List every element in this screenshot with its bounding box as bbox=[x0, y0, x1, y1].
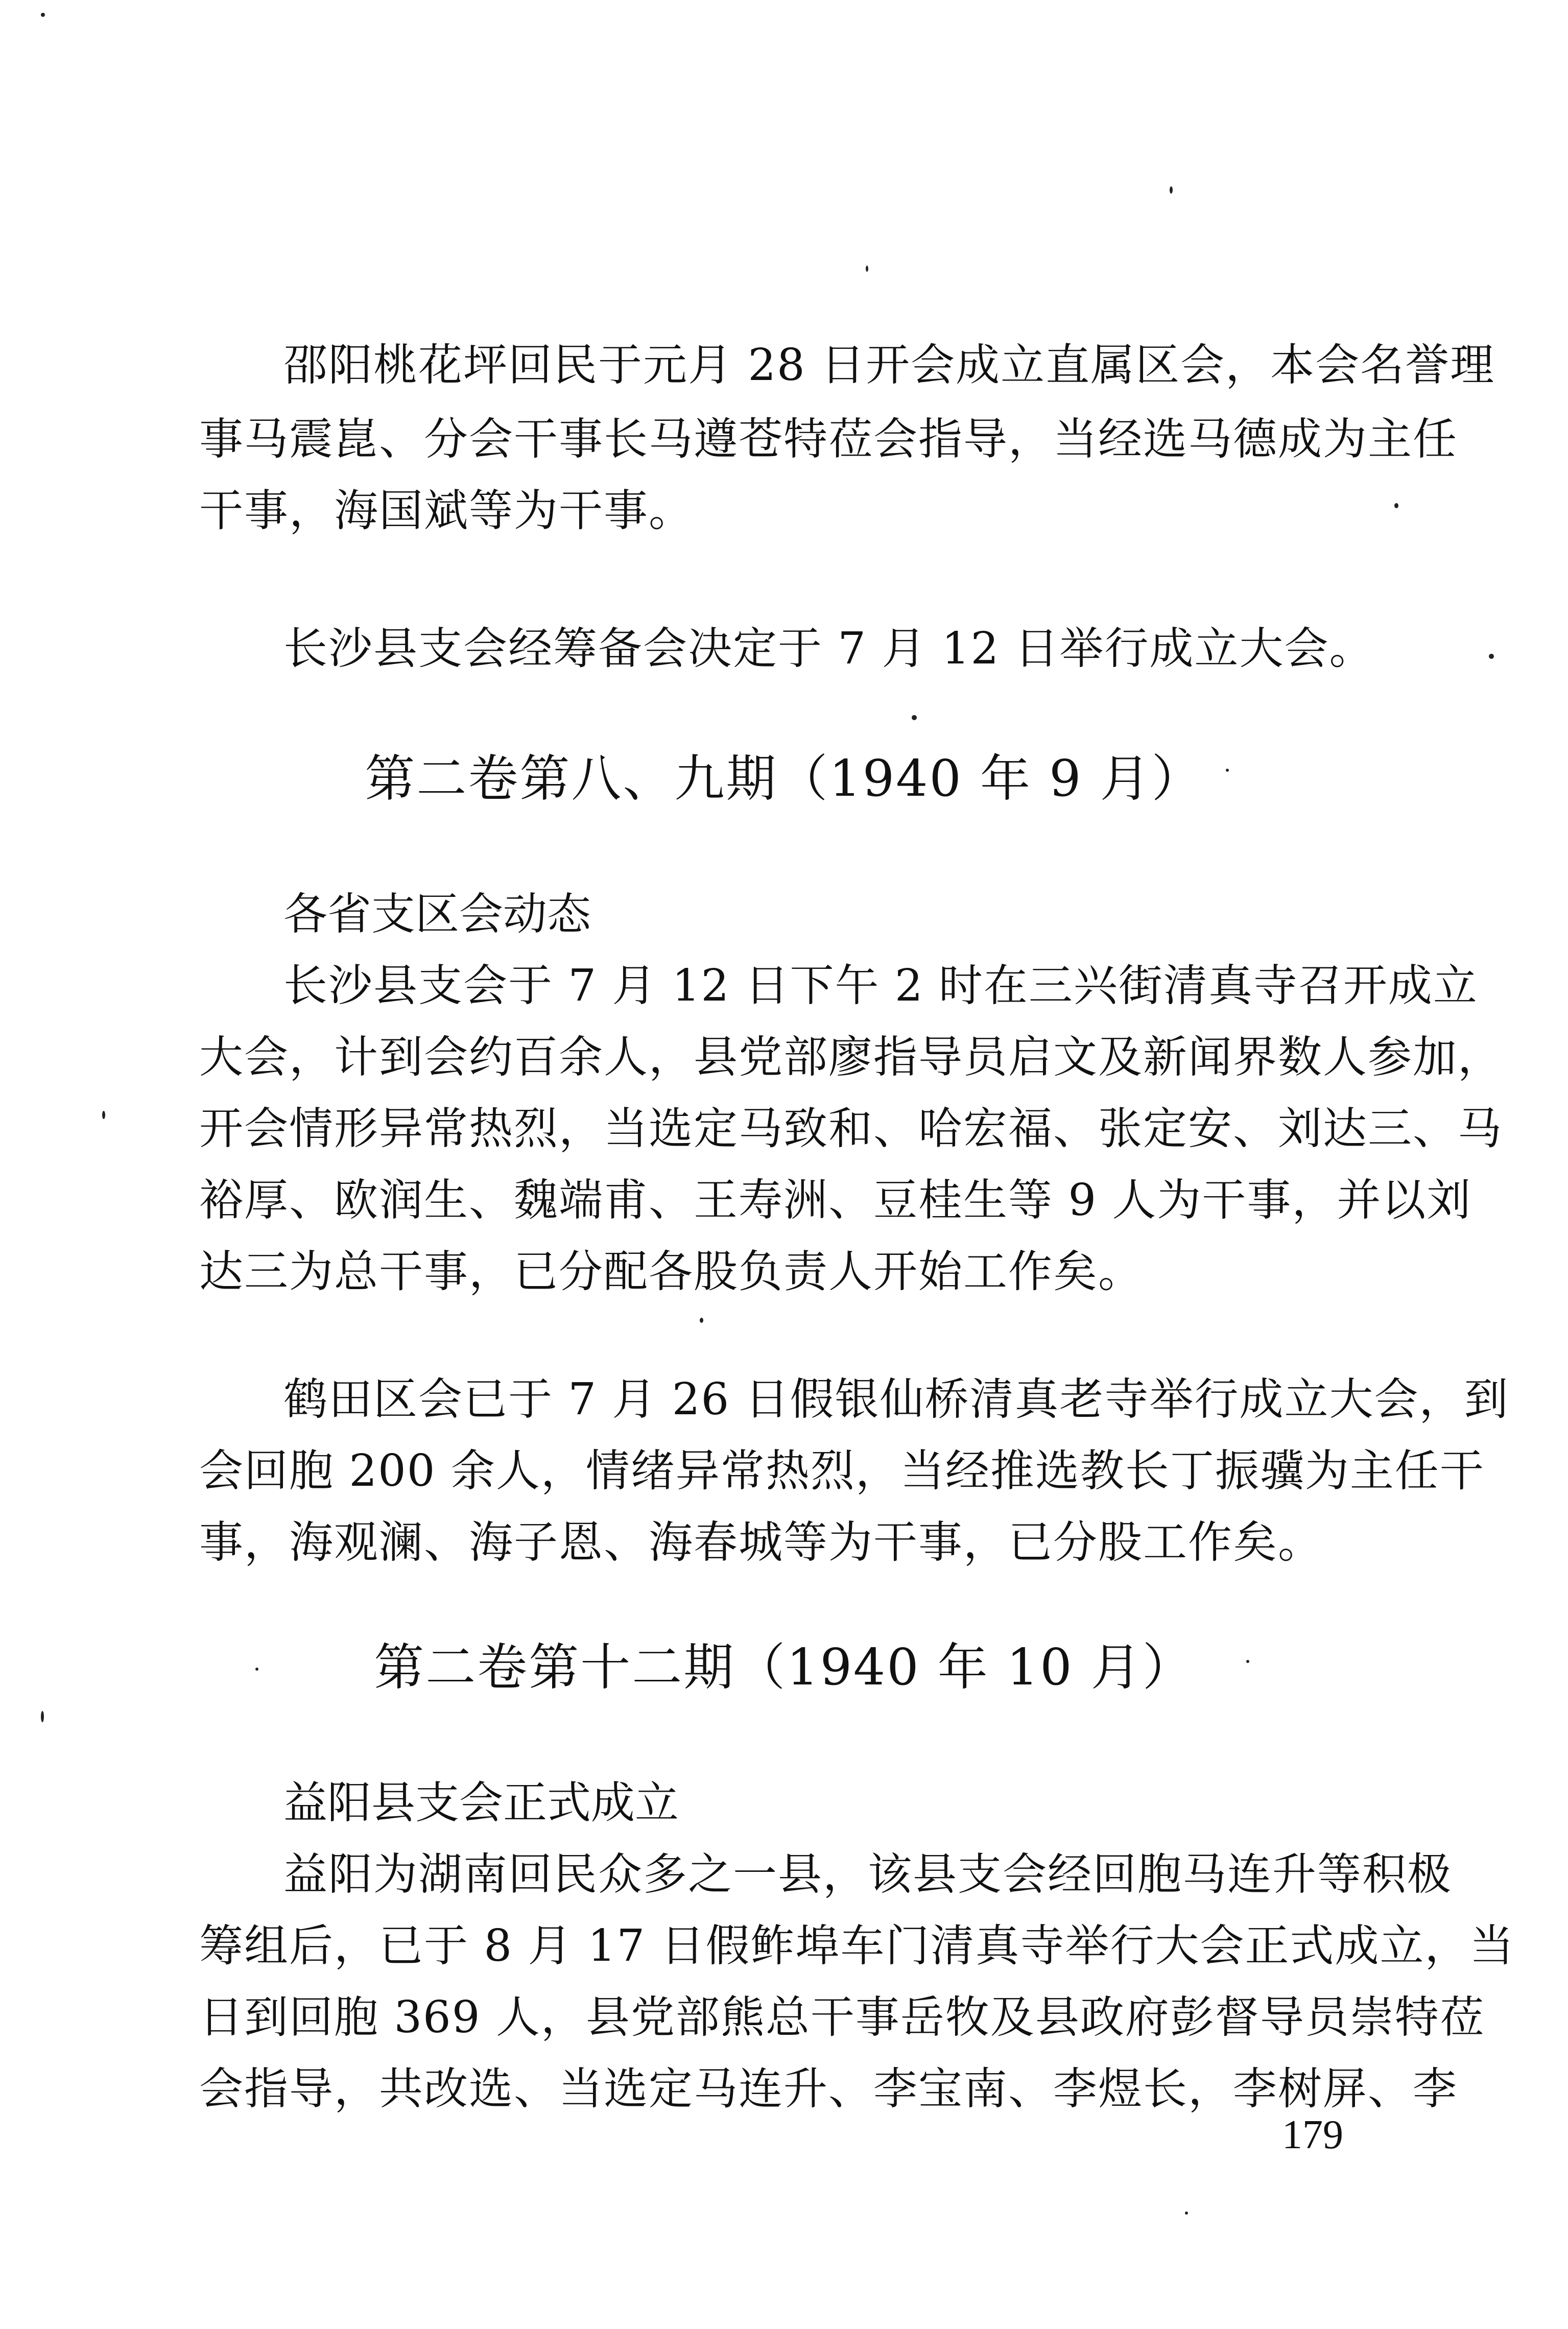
paragraph-1-line-1: 邵阳桃花坪回民于元月 28 日开会成立直属区会，本会名誉理 bbox=[283, 340, 1495, 391]
paragraph-3-line-5: 达三为总干事，已分配各股负责人开始工作矣。 bbox=[199, 1246, 1143, 1297]
paragraph-1-line-3: 干事，海国斌等为干事。 bbox=[199, 485, 694, 536]
page-number: 179 bbox=[1282, 2112, 1343, 2157]
paragraph-2: 长沙县支会经筹备会决定于 7 月 12 日举行成立大会。 bbox=[283, 623, 1374, 674]
scan-speck bbox=[700, 1318, 703, 1323]
paragraph-5-line-2: 筹组后，已于 8 月 17 日假鲊埠车门清真寺举行大会正式成立，当 bbox=[199, 1920, 1515, 1971]
scan-speck bbox=[1170, 186, 1173, 194]
scan-speck bbox=[1394, 503, 1398, 508]
paragraph-3-line-3: 开会情形异常热烈，当选定马致和、哈宏福、张定安、刘达三、马 bbox=[199, 1103, 1503, 1154]
scan-speck bbox=[866, 266, 868, 272]
paragraph-5-line-1: 益阳为湖南回民众多之一县，该县支会经回胞马连升等积极 bbox=[283, 1849, 1452, 1900]
paragraph-4-line-1: 鹤田区会已于 7 月 26 日假银仙桥清真老寺举行成立大会，到 bbox=[283, 1374, 1509, 1425]
scan-speck bbox=[41, 1711, 44, 1722]
scan-speck bbox=[1226, 769, 1229, 772]
paragraph-4-line-2: 会回胞 200 余人，情绪异常热烈，当经推选教长丁振骥为主任干 bbox=[199, 1445, 1485, 1496]
scan-speck bbox=[1246, 1660, 1249, 1663]
paragraph-3-line-1: 长沙县支会于 7 月 12 日下午 2 时在三兴街清真寺召开成立 bbox=[283, 960, 1478, 1011]
paragraph-5-line-4: 会指导，共改选、当选定马连升、李宝南、李煜长，李树屏、李 bbox=[199, 2063, 1458, 2114]
scan-speck bbox=[1185, 2212, 1188, 2215]
scan-speck bbox=[255, 1668, 258, 1671]
scan-speck bbox=[912, 715, 917, 720]
scan-speck bbox=[1489, 654, 1494, 659]
subheading-2: 益阳县支会正式成立 bbox=[283, 1777, 679, 1828]
scan-speck bbox=[41, 13, 45, 17]
paragraph-5-line-3: 日到回胞 369 人，县党部熊总干事岳牧及县政府彭督导员崇特莅 bbox=[199, 1992, 1485, 2043]
paragraph-3-line-4: 裕厚、欧润生、魏端甫、王寿洲、豆桂生等 9 人为干事，并以刘 bbox=[199, 1175, 1472, 1226]
section-heading-1: 第二卷第八、九期（1940 年 9 月） bbox=[365, 750, 1203, 808]
paragraph-4-line-3: 事，海观澜、海子恩、海春城等为干事，已分股工作矣。 bbox=[199, 1517, 1323, 1568]
section-heading-2: 第二卷第十二期（1940 年 10 月） bbox=[374, 1638, 1194, 1697]
subheading-1: 各省支区会动态 bbox=[283, 889, 591, 940]
paragraph-3-line-2: 大会，计到会约百余人，县党部廖指导员启文及新闻界数人参加， bbox=[199, 1032, 1503, 1083]
paragraph-1-line-2: 事马震崑、分会干事长马遵苍特莅会指导，当经选马德成为主任 bbox=[199, 414, 1458, 465]
scan-speck bbox=[102, 1111, 105, 1119]
